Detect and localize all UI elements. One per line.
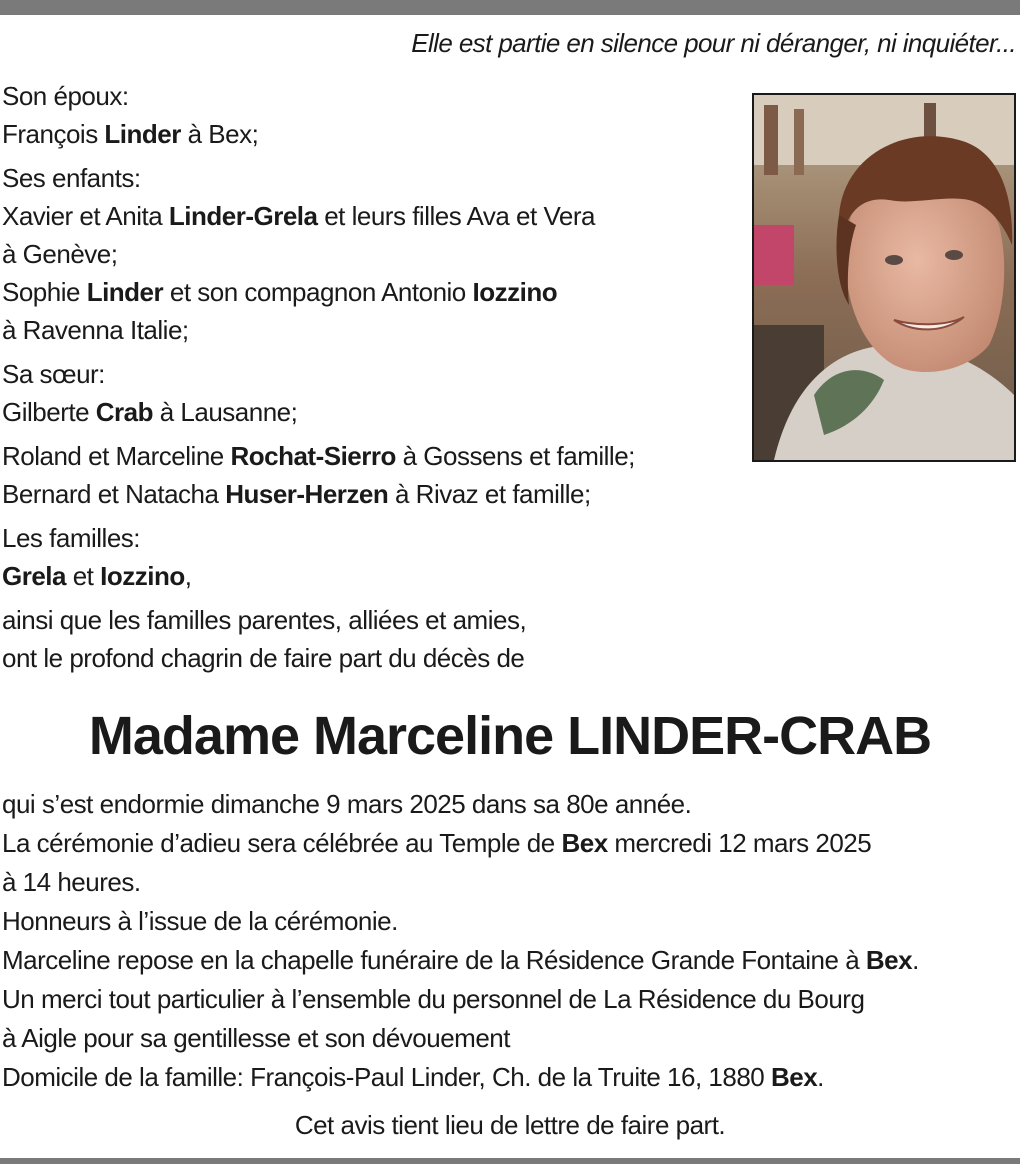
- surname: Crab: [95, 397, 154, 427]
- child-location: à Ravenna Italie;: [2, 315, 189, 345]
- text-segment: François: [2, 119, 105, 149]
- announcement-line: ont le profond chagrin de faire part du décès de: [2, 643, 525, 673]
- families-line: [2, 557, 732, 595]
- announcement-line: ainsi que les familles parentes, alliées et amies,: [2, 605, 527, 635]
- detail-line: qui s’est endormie dimanche 9 mars 2025 dans sa 80e année.: [2, 789, 692, 819]
- text-segment: Sophie: [2, 277, 87, 307]
- relative-line: [2, 437, 732, 475]
- text-segment: .: [817, 1062, 824, 1092]
- sister-heading: Sa sœur:: [2, 359, 105, 389]
- detail-line: à 14 heures.: [2, 867, 141, 897]
- epigraph: Elle est partie en silence pour ni déranger, ni inquiéter...: [411, 28, 1016, 58]
- place-name: Bex: [865, 945, 913, 975]
- detail-line: Honneurs à l’issue de la cérémonie.: [2, 906, 398, 936]
- closing-note: Cet avis tient lieu de lettre de faire part.: [294, 1110, 726, 1140]
- portrait-illustration: [754, 95, 1014, 460]
- surname: Rochat-Sierro: [230, 441, 396, 471]
- child-line: [2, 197, 732, 235]
- spouse-heading: Son époux:: [2, 81, 129, 111]
- text-segment: ,: [184, 561, 192, 591]
- bottom-rule: [0, 1158, 1020, 1164]
- text-segment: et leurs filles Ava et Vera: [317, 201, 595, 231]
- text-segment: à Lausanne;: [153, 397, 298, 427]
- child-location: à Genève;: [2, 239, 118, 269]
- surname: Linder: [104, 119, 181, 149]
- detail-line: à Aigle pour sa gentillesse et son dévouement: [2, 1023, 510, 1053]
- text-segment: Domicile de la famille: François-Paul Linder, Ch. de la Truite 16, 1880: [2, 1062, 771, 1092]
- detail-line: [2, 941, 1018, 980]
- surname: Iozzino: [472, 277, 558, 307]
- text-segment: à Bex;: [180, 119, 259, 149]
- text-segment: Marceline repose en la chapelle funéraire de la Résidence Grande Fontaine à: [2, 945, 866, 975]
- families-section: [2, 519, 732, 595]
- deceased-name: Madame Marceline LINDER-CRAB: [88, 706, 932, 766]
- surname: Linder: [86, 277, 164, 307]
- top-rule: [0, 0, 1020, 15]
- sister-line: [2, 393, 732, 431]
- place-name: Bex: [561, 828, 608, 858]
- text-segment: Roland et Marceline: [2, 441, 231, 471]
- detail-line: [2, 1058, 1018, 1097]
- text-segment: Xavier et Anita: [2, 201, 169, 231]
- surname: Iozzino: [100, 561, 185, 591]
- text-segment: mercredi 12 mars 2025: [607, 828, 872, 858]
- spouse-line: [2, 115, 732, 153]
- text-segment: Gilberte: [2, 397, 96, 427]
- text-segment: à Rivaz et famille;: [388, 479, 591, 509]
- text-segment: Bernard et Natacha: [2, 479, 226, 509]
- child-line: [2, 273, 732, 311]
- family-list: [2, 77, 732, 683]
- surname: Linder-Grela: [168, 201, 318, 231]
- portrait-photo: [752, 93, 1016, 462]
- text-segment: La cérémonie d’adieu sera célébrée au Temple de: [2, 828, 562, 858]
- children-heading: Ses enfants:: [2, 163, 141, 193]
- service-details: [2, 785, 1018, 1097]
- spouse-section: [2, 77, 732, 153]
- children-section: [2, 159, 732, 349]
- surname: Huser-Herzen: [225, 479, 389, 509]
- detail-line: Un merci tout particulier à l’ensemble du personnel de La Résidence du Bourg: [2, 984, 865, 1014]
- families-heading: Les familles:: [2, 523, 140, 553]
- text-segment: à Gossens et famille;: [395, 441, 635, 471]
- relatives-section: [2, 437, 732, 513]
- text-segment: et son compagnon Antonio: [163, 277, 473, 307]
- surname: Grela: [2, 561, 66, 591]
- announcement-section: [2, 601, 732, 677]
- place-name: Bex: [770, 1062, 818, 1092]
- sister-section: [2, 355, 732, 431]
- relative-line: [2, 475, 732, 513]
- detail-line: [2, 824, 1018, 863]
- text-segment: .: [912, 945, 919, 975]
- text-segment: et: [66, 561, 101, 591]
